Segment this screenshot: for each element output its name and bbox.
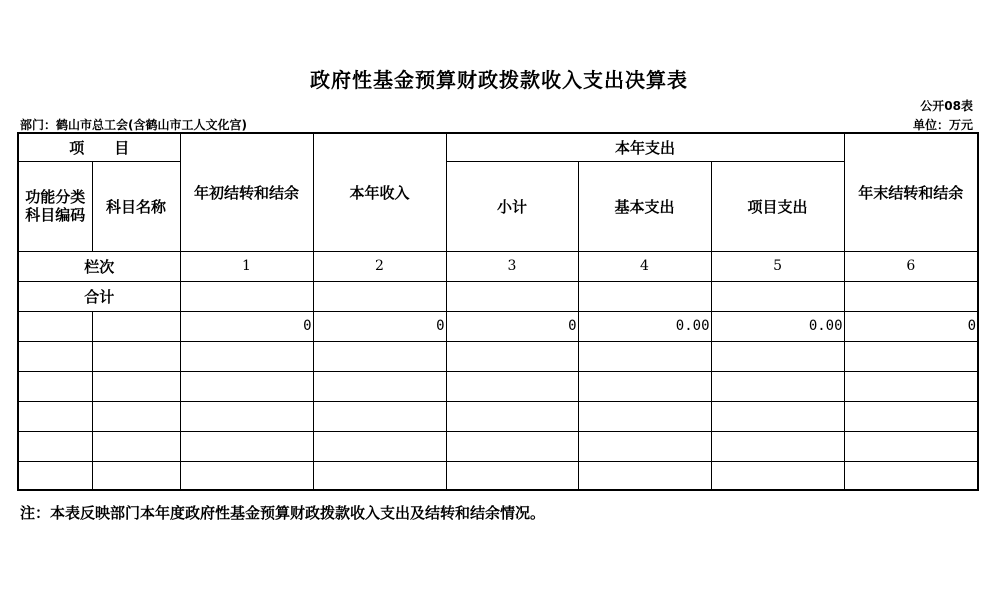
header-subject-name: 科目名称: [92, 161, 180, 251]
header-row-1: [18, 133, 978, 161]
table-row: [18, 311, 978, 341]
index-col-3: 3: [446, 251, 578, 281]
table-row: [18, 401, 978, 431]
cell-end-balance: 0: [844, 311, 978, 341]
page-title: 政府性基金预算财政拨款收入支出决算表: [310, 68, 688, 92]
table-row: [18, 461, 978, 490]
total-label: 合计: [18, 281, 180, 311]
index-col-2: 2: [313, 251, 446, 281]
header-func-code: 功能分类科目编码: [18, 161, 92, 251]
budget-table: [17, 132, 979, 491]
table-row: [18, 341, 978, 371]
header-item: 项 目: [18, 133, 180, 161]
index-row: [18, 251, 978, 281]
index-col-1: 1: [180, 251, 313, 281]
index-col-5: 5: [711, 251, 844, 281]
table-row: [18, 431, 978, 461]
cell-code: [18, 311, 92, 341]
cell-project-expense: 0.00: [711, 311, 844, 341]
cell-name: [92, 311, 180, 341]
header-basic-expense: 基本支出: [578, 161, 711, 251]
form-number: 公开08表: [920, 99, 973, 113]
cell-subtotal: 0: [446, 311, 578, 341]
unit-label: 单位：万元: [912, 118, 973, 132]
index-col-6: 6: [844, 251, 978, 281]
header-begin-balance: 年初结转和结余: [180, 133, 313, 251]
header-project-expense: 项目支出: [711, 161, 844, 251]
header-end-balance: 年末结转和结余: [844, 133, 978, 251]
header-subtotal: 小计: [446, 161, 578, 251]
index-label: 栏次: [18, 251, 180, 281]
header-year-income: 本年收入: [313, 133, 446, 251]
cell-begin-balance: 0: [180, 311, 313, 341]
cell-year-income: 0: [313, 311, 446, 341]
header-row-2: [18, 161, 978, 251]
total-row: [18, 281, 978, 311]
header-year-expense: 本年支出: [446, 133, 844, 161]
index-col-4: 4: [578, 251, 711, 281]
footnote: 注：本表反映部门本年度政府性基金预算财政拨款收入支出及结转和结余情况。: [20, 504, 546, 522]
cell-basic-expense: 0.00: [578, 311, 711, 341]
table-row: [18, 371, 978, 401]
department-label: 部门：鹤山市总工会(含鹤山市工人文化宫): [20, 118, 247, 132]
